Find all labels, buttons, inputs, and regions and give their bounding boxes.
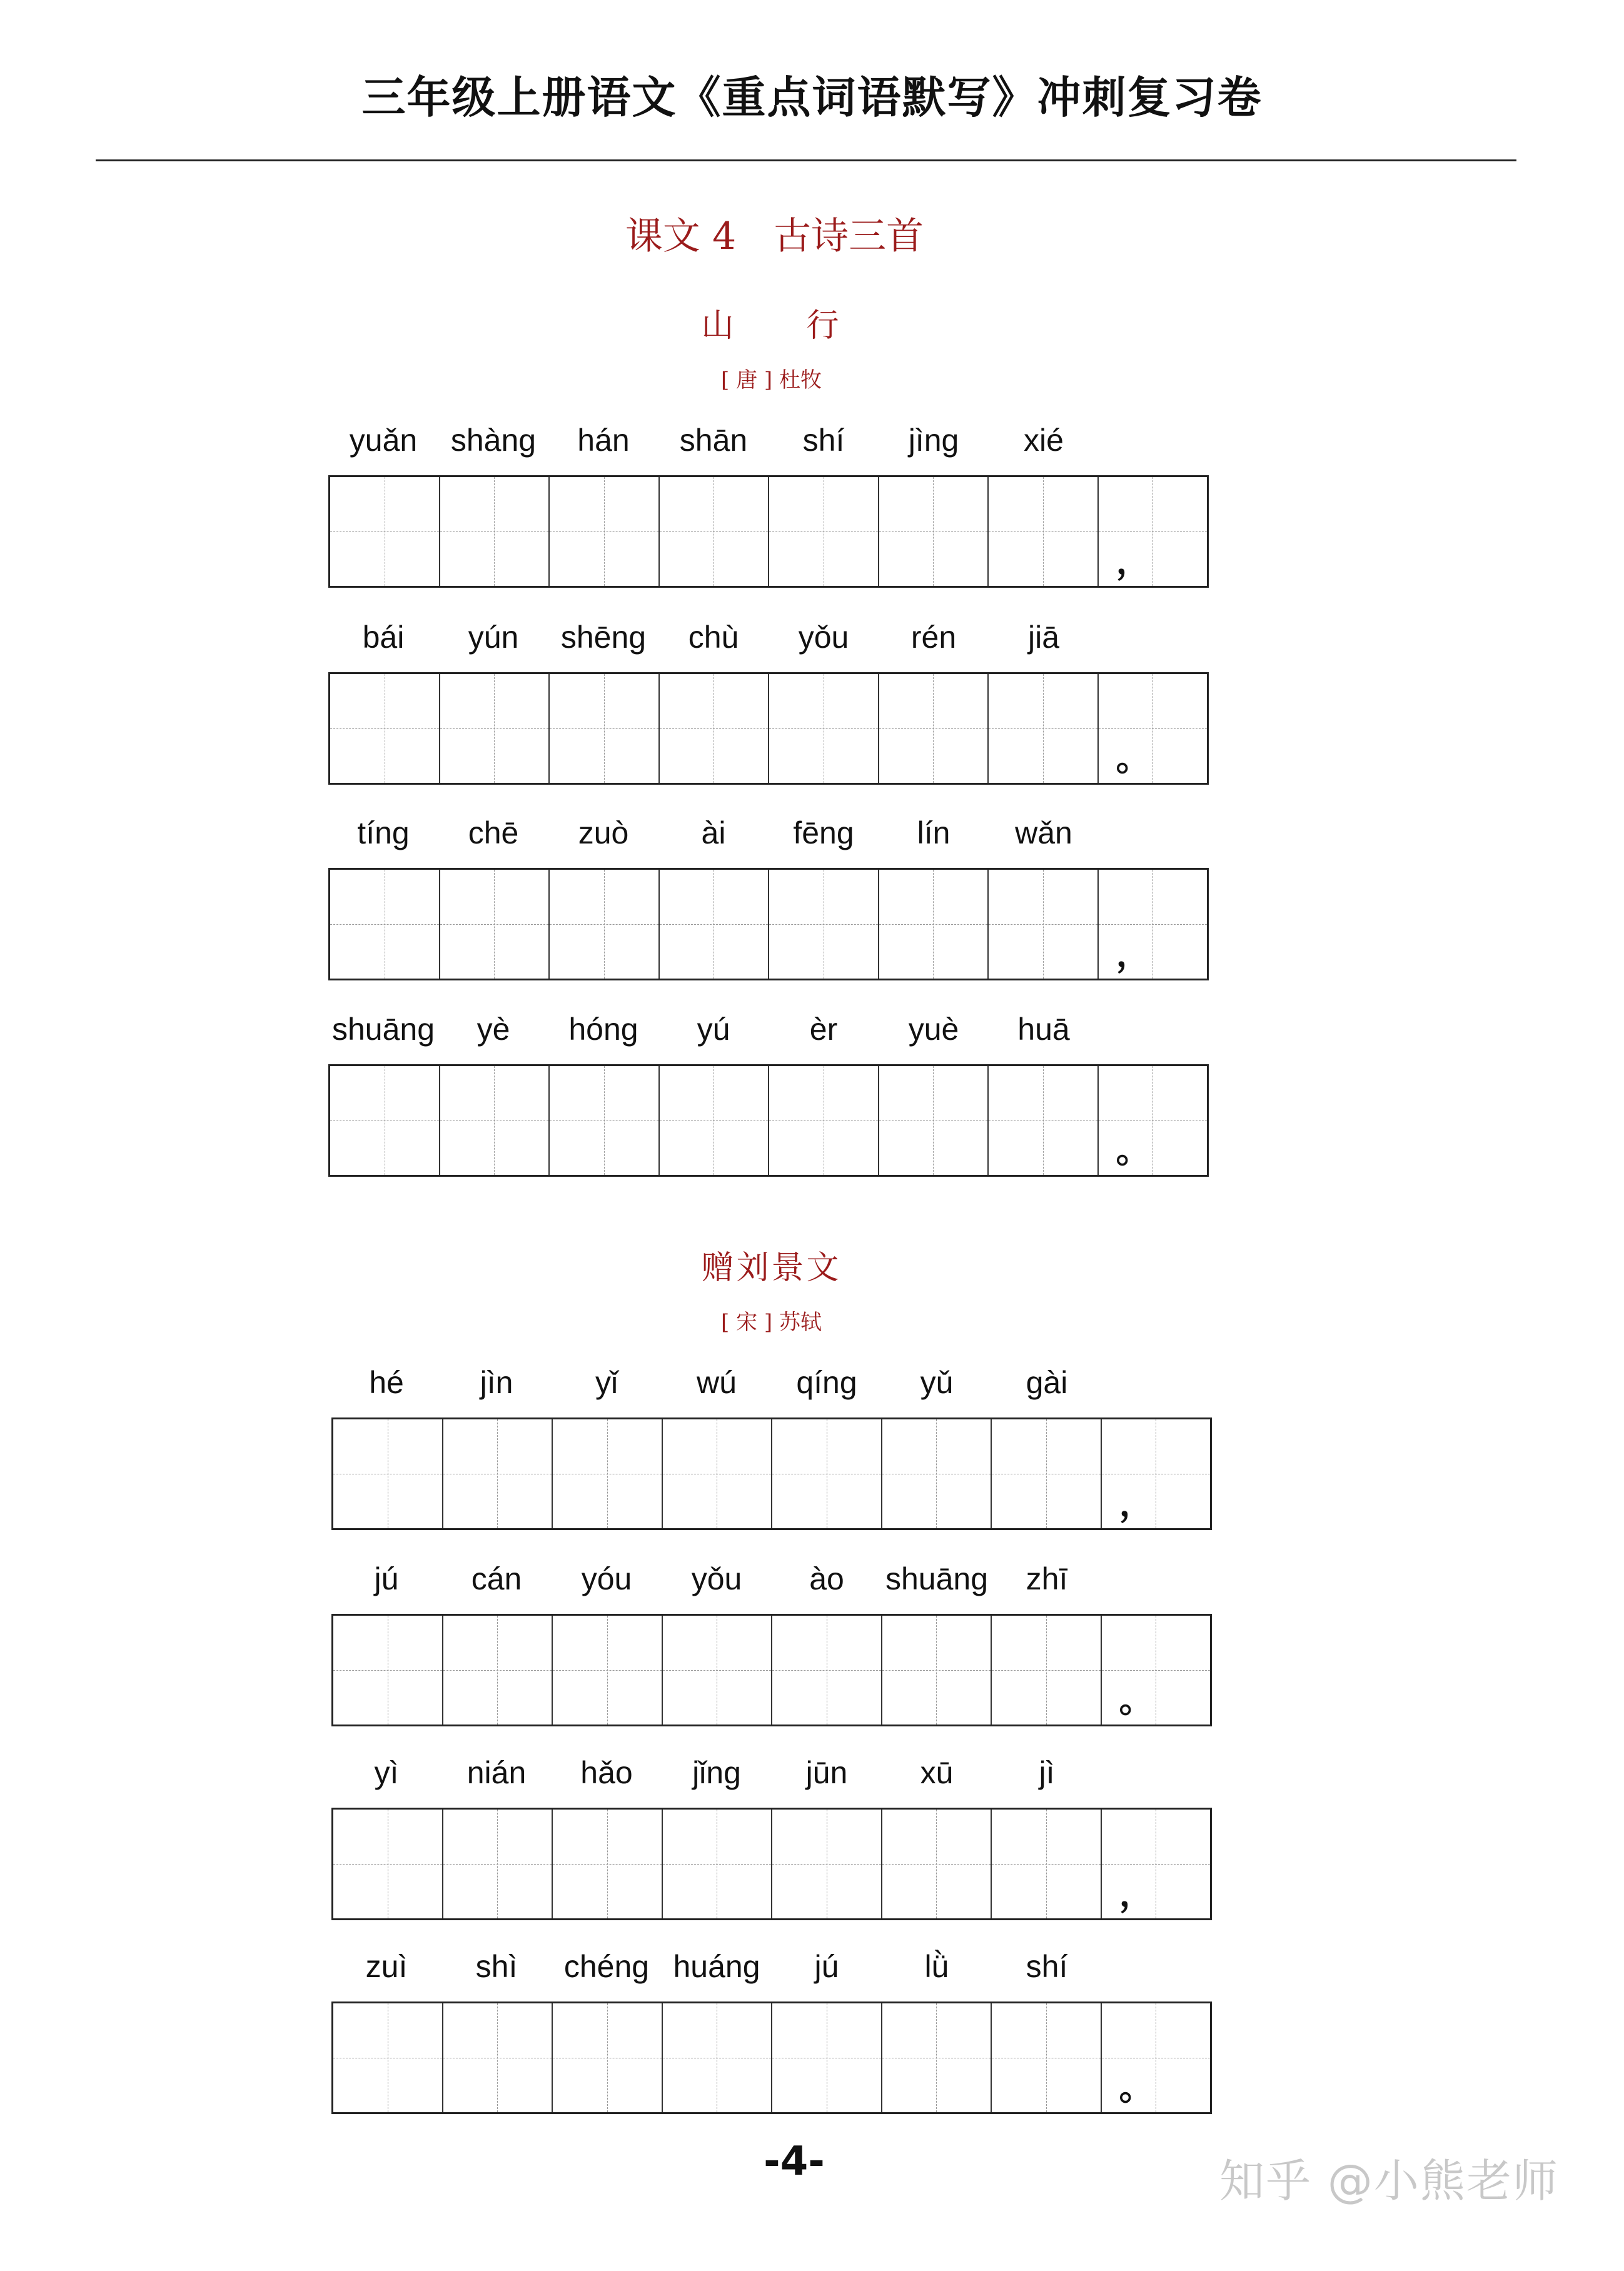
punctuation-mark: ，: [1119, 1484, 1154, 1524]
pinyin-row: [331, 1755, 1217, 1805]
writing-cell[interactable]: [879, 1066, 989, 1175]
pinyin-label: ài: [701, 815, 726, 850]
cell-guide-horizontal: [550, 924, 658, 925]
writing-cell[interactable]: [553, 1810, 663, 1918]
pinyin-label: gài: [1026, 1365, 1068, 1400]
cell-guide-horizontal: [769, 531, 878, 532]
writing-cell[interactable]: [660, 1066, 770, 1175]
writing-cell[interactable]: [769, 477, 879, 586]
writing-cell[interactable]: [989, 870, 1099, 979]
cell-guide-horizontal: [440, 924, 549, 925]
writing-cell[interactable]: [992, 1810, 1102, 1918]
pinyin-label: xū: [920, 1755, 954, 1790]
writing-cell[interactable]: [550, 674, 660, 783]
writing-cell[interactable]: [330, 1066, 440, 1175]
writing-cell[interactable]: [772, 1616, 882, 1725]
pinyin-label: ào: [809, 1561, 844, 1596]
punctuation-cell: [1102, 2003, 1211, 2112]
pinyin-label: shuāng: [885, 1561, 989, 1596]
writing-cell[interactable]: [769, 870, 879, 979]
pinyin-label: shēng: [560, 620, 647, 655]
pinyin-label: jìng: [908, 423, 959, 458]
pinyin-row: [328, 619, 1214, 669]
cell-guide-horizontal: [663, 1864, 772, 1865]
writing-grid: [328, 672, 1209, 785]
pinyin-label: zuì: [365, 1949, 408, 1984]
cell-guide-horizontal: [440, 531, 549, 532]
pinyin-label: fēng: [793, 815, 854, 850]
punctuation-cell: [1102, 1810, 1211, 1918]
pinyin-row: [328, 422, 1214, 472]
cell-guide-horizontal: [550, 728, 658, 729]
writing-cell[interactable]: [769, 674, 879, 783]
writing-cell[interactable]: [992, 1419, 1102, 1528]
pinyin-label: jiā: [1027, 620, 1060, 655]
writing-cell[interactable]: [879, 674, 989, 783]
writing-cell[interactable]: [772, 1419, 882, 1528]
cell-guide-horizontal: [882, 1670, 991, 1671]
writing-grid: [331, 1614, 1212, 1726]
writing-cell[interactable]: [663, 1810, 773, 1918]
writing-cell[interactable]: [443, 2003, 553, 2112]
punctuation-mark: ，: [1119, 1874, 1154, 1915]
punctuation-cell: [1099, 477, 1208, 586]
punctuation-mark: ，: [1116, 541, 1151, 582]
writing-cell[interactable]: [333, 1810, 443, 1918]
writing-cell[interactable]: [663, 1419, 773, 1528]
cell-guide-horizontal: [440, 728, 549, 729]
punctuation-cell: [1099, 674, 1208, 783]
cell-guide-horizontal: [553, 1864, 662, 1865]
writing-cell[interactable]: [440, 1066, 550, 1175]
pinyin-label: zuò: [578, 815, 629, 850]
cell-guide-horizontal: [660, 531, 769, 532]
cell-guide-horizontal: [989, 728, 1097, 729]
pinyin-label: shàng: [450, 423, 537, 458]
cell-guide-horizontal: [772, 1670, 881, 1671]
pinyin-label: shí: [1026, 1949, 1068, 1984]
cell-guide-horizontal: [330, 1120, 439, 1121]
writing-cell[interactable]: [333, 1616, 443, 1725]
writing-cell[interactable]: [660, 674, 770, 783]
writing-cell[interactable]: [992, 1616, 1102, 1725]
writing-cell[interactable]: [550, 477, 660, 586]
writing-cell[interactable]: [330, 674, 440, 783]
cell-guide-horizontal: [660, 728, 769, 729]
pinyin-label: yè: [477, 1012, 510, 1047]
pinyin-label: chē: [468, 815, 519, 850]
poem-author: [ 宋 ] 苏轼: [721, 1310, 822, 1335]
cell-guide-horizontal: [330, 728, 439, 729]
pinyin-label: yì: [374, 1755, 399, 1790]
pinyin-label: chéng: [563, 1949, 650, 1984]
page-title: 三年级上册语文《重点词语默写》冲刺复习卷: [361, 72, 1263, 123]
pinyin-label: yǐ: [595, 1365, 618, 1400]
writing-cell[interactable]: [882, 1616, 992, 1725]
pinyin-row: [331, 1948, 1217, 1998]
writing-cell[interactable]: [333, 2003, 443, 2112]
cell-guide-horizontal: [879, 924, 988, 925]
writing-cell[interactable]: [989, 477, 1099, 586]
poem-title: 山 行: [701, 307, 842, 345]
punctuation-mark: 。: [1119, 1680, 1154, 1721]
pinyin-label: yǒu: [691, 1561, 742, 1596]
cell-guide-horizontal: [769, 728, 878, 729]
pinyin-label: huáng: [673, 1949, 760, 1984]
writing-cell[interactable]: [769, 1066, 879, 1175]
writing-cell[interactable]: [550, 870, 660, 979]
writing-cell[interactable]: [879, 870, 989, 979]
pinyin-label: jìn: [480, 1365, 513, 1400]
punctuation-cell: [1102, 1616, 1211, 1725]
cell-guide-horizontal: [992, 1864, 1101, 1865]
pinyin-label: yuè: [908, 1012, 959, 1047]
watermark: 知乎 @小熊老师: [1219, 2155, 1559, 2207]
cell-guide-horizontal: [1099, 924, 1208, 925]
writing-cell[interactable]: [772, 2003, 882, 2112]
pinyin-label: yóu: [581, 1561, 632, 1596]
cell-guide-horizontal: [550, 531, 658, 532]
writing-cell[interactable]: [440, 477, 550, 586]
pinyin-label: yún: [468, 620, 519, 655]
writing-grid: [328, 1064, 1209, 1177]
pinyin-label: jūn: [805, 1755, 848, 1790]
writing-cell[interactable]: [443, 1419, 553, 1528]
pinyin-label: jì: [1039, 1755, 1055, 1790]
writing-cell[interactable]: [989, 674, 1099, 783]
pinyin-label: qíng: [796, 1365, 857, 1400]
writing-cell[interactable]: [330, 477, 440, 586]
pinyin-label: hé: [369, 1365, 404, 1400]
writing-cell[interactable]: [550, 1066, 660, 1175]
header-divider: [96, 159, 1516, 161]
cell-guide-horizontal: [1099, 1120, 1208, 1121]
cell-guide-horizontal: [330, 924, 439, 925]
pinyin-label: shān: [679, 423, 748, 458]
writing-cell[interactable]: [879, 477, 989, 586]
cell-guide-horizontal: [1099, 728, 1208, 729]
cell-guide-horizontal: [879, 728, 988, 729]
cell-guide-horizontal: [553, 1670, 662, 1671]
cell-guide-horizontal: [989, 531, 1097, 532]
cell-guide-horizontal: [660, 1120, 769, 1121]
writing-cell[interactable]: [443, 1810, 553, 1918]
pinyin-label: rén: [910, 620, 957, 655]
writing-cell[interactable]: [553, 1616, 663, 1725]
pinyin-label: yǔ: [920, 1365, 954, 1400]
writing-cell[interactable]: [553, 2003, 663, 2112]
pinyin-label: huā: [1017, 1012, 1070, 1047]
writing-cell[interactable]: [660, 477, 770, 586]
cell-guide-horizontal: [440, 1120, 549, 1121]
writing-grid: [331, 2002, 1212, 2114]
writing-cell[interactable]: [772, 1810, 882, 1918]
cell-guide-horizontal: [989, 924, 1097, 925]
writing-grid: [328, 475, 1209, 588]
cell-guide-horizontal: [333, 1670, 442, 1671]
pinyin-label: lǜ: [924, 1949, 949, 1984]
pinyin-label: jǐng: [692, 1755, 741, 1790]
pinyin-label: wǎn: [1015, 815, 1072, 850]
pinyin-label: chù: [688, 620, 739, 655]
cell-guide-horizontal: [443, 1670, 552, 1671]
writing-cell[interactable]: [440, 674, 550, 783]
cell-guide-horizontal: [663, 1670, 772, 1671]
pinyin-row: [328, 1011, 1214, 1061]
punctuation-mark: 。: [1119, 2068, 1154, 2108]
pinyin-label: yǒu: [798, 620, 849, 655]
cell-guide-horizontal: [1102, 1670, 1211, 1671]
pinyin-label: bái: [362, 620, 405, 655]
writing-cell[interactable]: [553, 1419, 663, 1528]
punctuation-mark: 。: [1116, 1130, 1151, 1171]
cell-guide-horizontal: [660, 924, 769, 925]
pinyin-label: jú: [814, 1949, 839, 1984]
cell-guide-horizontal: [879, 531, 988, 532]
cell-guide-horizontal: [443, 1864, 552, 1865]
cell-guide-horizontal: [550, 1120, 658, 1121]
poem-author: [ 唐 ] 杜牧: [721, 368, 822, 393]
pinyin-label: wú: [697, 1365, 737, 1400]
pinyin-label: zhī: [1026, 1561, 1068, 1596]
pinyin-label: nián: [467, 1755, 527, 1790]
pinyin-row: [331, 1364, 1217, 1414]
writing-cell[interactable]: [660, 870, 770, 979]
cell-guide-horizontal: [1102, 1864, 1211, 1865]
writing-grid: [331, 1808, 1212, 1920]
pinyin-label: tíng: [357, 815, 410, 850]
punctuation-cell: [1099, 870, 1208, 979]
pinyin-label: lín: [917, 815, 951, 850]
cell-guide-horizontal: [772, 1864, 881, 1865]
cell-guide-horizontal: [882, 1864, 991, 1865]
cell-guide-horizontal: [330, 531, 439, 532]
pinyin-label: hán: [577, 423, 630, 458]
pinyin-label: cán: [471, 1561, 522, 1596]
page-number: -4-: [764, 2138, 825, 2185]
pinyin-label: shí: [802, 423, 845, 458]
cell-guide-horizontal: [992, 1670, 1101, 1671]
writing-cell[interactable]: [443, 1616, 553, 1725]
punctuation-mark: ，: [1116, 934, 1151, 975]
pinyin-label: yuǎn: [349, 423, 418, 458]
writing-cell[interactable]: [663, 2003, 773, 2112]
cell-guide-horizontal: [769, 1120, 878, 1121]
punctuation-cell: [1102, 1419, 1211, 1528]
pinyin-label: jú: [374, 1561, 399, 1596]
cell-guide-horizontal: [879, 1120, 988, 1121]
punctuation-mark: 。: [1116, 738, 1151, 779]
pinyin-label: shì: [475, 1949, 518, 1984]
writing-grid: [331, 1417, 1212, 1530]
pinyin-row: [331, 1561, 1217, 1611]
cell-guide-horizontal: [989, 1120, 1097, 1121]
writing-cell[interactable]: [333, 1419, 443, 1528]
writing-cell[interactable]: [992, 2003, 1102, 2112]
writing-cell[interactable]: [330, 870, 440, 979]
pinyin-label: èr: [809, 1012, 838, 1047]
pinyin-label: hǎo: [580, 1755, 633, 1790]
pinyin-label: shuāng: [331, 1012, 435, 1047]
punctuation-cell: [1099, 1066, 1208, 1175]
writing-grid: [328, 868, 1209, 980]
writing-cell[interactable]: [663, 1616, 773, 1725]
pinyin-label: yú: [697, 1012, 730, 1047]
writing-cell[interactable]: [882, 2003, 992, 2112]
writing-cell[interactable]: [989, 1066, 1099, 1175]
writing-cell[interactable]: [882, 1810, 992, 1918]
writing-cell[interactable]: [440, 870, 550, 979]
writing-cell[interactable]: [882, 1419, 992, 1528]
poem-title: 赠刘景文: [701, 1249, 842, 1287]
pinyin-row: [328, 815, 1214, 865]
cell-guide-horizontal: [1099, 531, 1208, 532]
pinyin-label: xié: [1024, 423, 1064, 458]
cell-guide-horizontal: [333, 1864, 442, 1865]
pinyin-label: hóng: [568, 1012, 638, 1047]
lesson-title: 课文 4 古诗三首: [625, 214, 924, 258]
cell-guide-horizontal: [769, 924, 878, 925]
